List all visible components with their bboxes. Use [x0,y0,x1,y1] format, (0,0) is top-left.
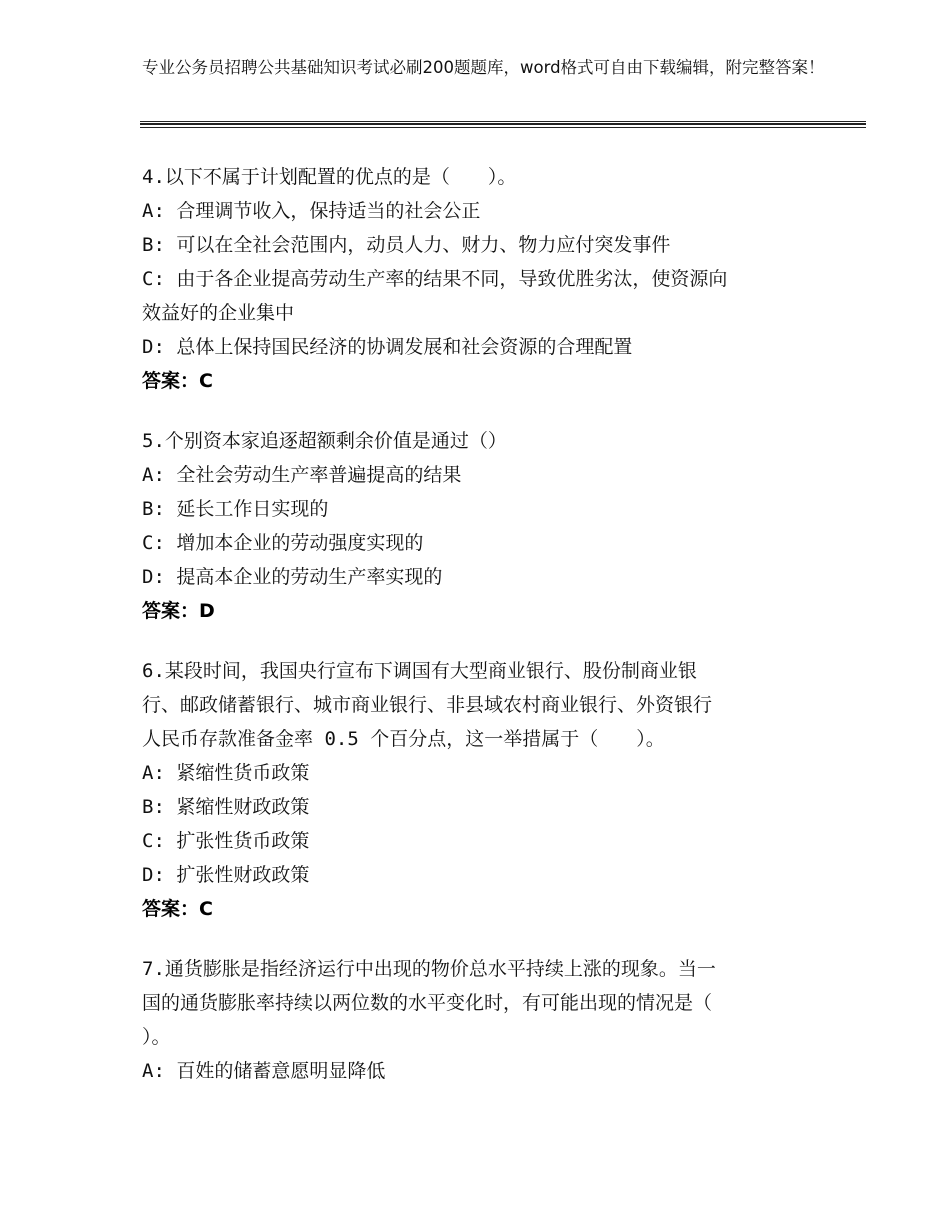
question-line: C: 扩张性货币政策 [142,830,310,852]
header-rule [140,121,866,122]
question-line: C: 由于各企业提高劳动生产率的结果不同，导致优胜劣汰，使资源向 [142,268,728,290]
header-rule [140,127,866,128]
page-header: 专业公务员招聘公共基础知识考试必刷200题题库，word格式可自由下载编辑，附完整答案！ [142,58,825,77]
question-line: A: 全社会劳动生产率普遍提高的结果 [142,464,462,486]
question-stem: 7.通货膨胀是指经济运行中出现的物价总水平持续上涨的现象。当一 [142,958,716,980]
question-line: A: 合理调节收入，保持适当的社会公正 [142,200,481,222]
question-line: 人民币存款准备金率 0.5 个百分点，这一举措属于（ ）。 [142,728,665,750]
answer-line: 答案：D [142,600,215,622]
question-line: C: 增加本企业的劳动强度实现的 [142,532,424,554]
question-line: A: 紧缩性货币政策 [142,762,310,784]
question-list [142,160,822,1114]
question-line: D: 总体上保持国民经济的协调发展和社会资源的合理配置 [142,336,633,358]
question-line: 国的通货膨胀率持续以两位数的水平变化时，有可能出现的情况是（ [142,992,713,1014]
header-rule [140,123,866,125]
question-line: 行、邮政储蓄银行、城市商业银行、非县域农村商业银行、外资银行 [142,694,713,716]
question-block [142,654,822,926]
question-line: B: 延长工作日实现的 [142,498,329,520]
question-block [142,160,822,398]
question-line: A: 百姓的储蓄意愿明显降低 [142,1060,386,1082]
question-line: B: 紧缩性财政政策 [142,796,310,818]
answer-line: 答案：C [142,898,213,920]
question-line: D: 提高本企业的劳动生产率实现的 [142,566,443,588]
answer-line: 答案：C [142,370,213,392]
question-stem: 6.某段时间，我国央行宣布下调国有大型商业银行、股份制商业银 [142,660,697,682]
question-block [142,952,822,1088]
question-line: ）。 [142,1026,171,1048]
question-line: D: 扩张性财政政策 [142,864,310,886]
question-line: B: 可以在全社会范围内，动员人力、财力、物力应付突发事件 [142,234,671,256]
question-block [142,424,822,628]
question-stem: 4.以下不属于计划配置的优点的是（ ）。 [142,166,517,188]
question-stem: 5.个别资本家追逐超额剩余价值是通过（） [142,430,507,452]
question-line: 效益好的企业集中 [142,302,295,324]
